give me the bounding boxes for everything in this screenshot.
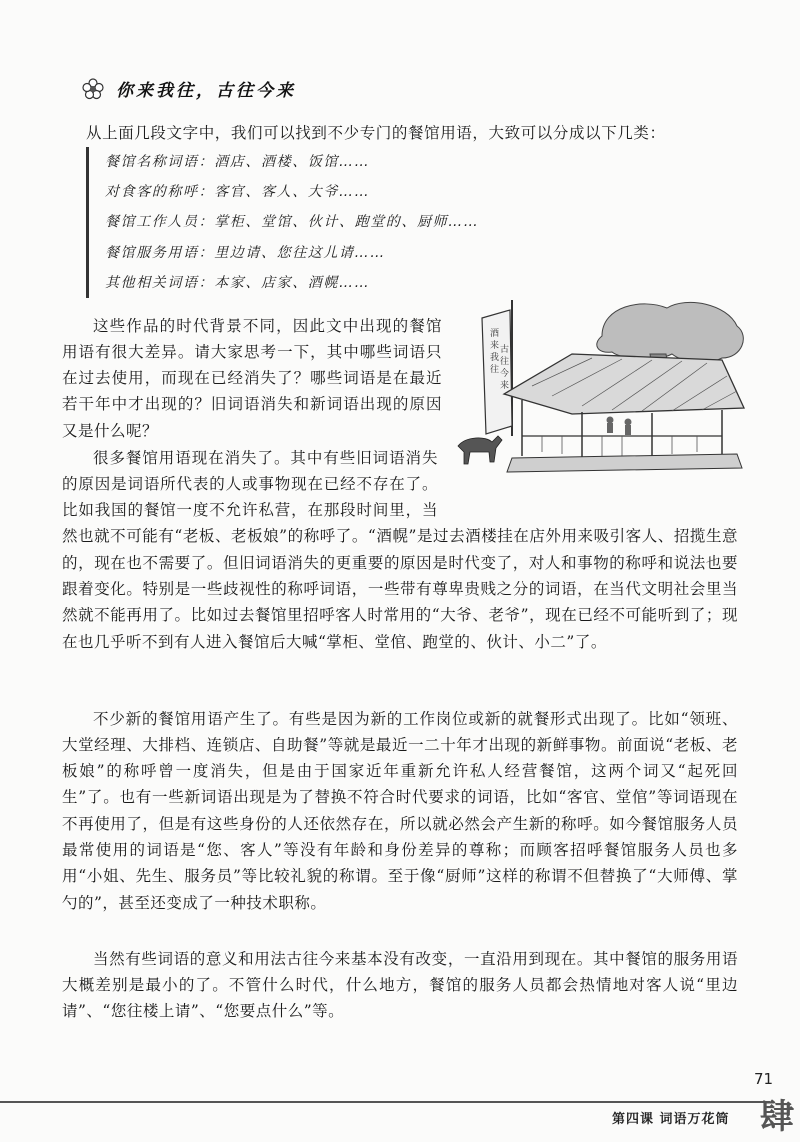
footer-rule — [0, 1101, 770, 1103]
vocab-item-other: 其他相关词语：本家、店家、酒幌…… — [105, 274, 371, 291]
corner-chapter-glyph: 肆 — [760, 1097, 794, 1137]
paragraph-4: 当然有些词语的意义和用法古往今来基本没有改变，一直沿用到现在。其中餐馆的服务用语大概差别是最小的了。不管什么时代，什么地方，餐馆的服务人员都会热情地对客人说“里边请”、“您往楼上请”、“您要点什么”等。 — [62, 949, 738, 1021]
paragraph-1: 这些作品的时代背景不同，因此文中出现的餐馆用语有很大差异。请大家思考一下，其中哪些词语只在过去使用，而现在已经消失了？哪些词语是在最近若干年中才出现的？旧词语消失和新词语出现的原因又是什么呢？ — [62, 316, 442, 440]
illustration-wrap-space — [438, 445, 738, 523]
vocab-item-staff: 餐馆工作人员：掌柜、堂馆、伙计、跑堂的、厨师…… — [105, 214, 480, 231]
vocab-item-service: 餐馆服务用语：里边请、您往这儿请…… — [105, 244, 386, 261]
banner-text: 酒来我往 古往今来 — [490, 329, 510, 391]
vocab-item-names: 餐馆名称词语：酒店、酒楼、饭馆…… — [105, 154, 371, 170]
section-heading — [82, 76, 296, 101]
flower-icon — [82, 78, 104, 100]
paragraph-2-text: 很多餐馆用语现在消失了。其中有些旧词语消失的原因是词语所代表的人或事物现在已经不存在了。比如我国的餐馆一度不允许私营，在那段时间里，当然也就不可能有“老板、老板娘”的称呼了。“酒幌”是过去酒楼挂在店外用来吸引客人、招揽生意的，现在也不需要了。但旧词语消失的更重要的原因是时代变了，对人和事物的称呼和说法也要跟着变化。特别是一些歧视性的称呼词语，一些带有尊卑贵贱之分的词语，在当代文明社会里当然就不能再用了。比如过去餐馆里招呼客人时常用的“大爷、老爷”，现在已经不可能听到了；现在也几乎听不到有人进入餐馆后大喊“掌柜、堂倌、跑堂的、伙计、小二”了。 — [62, 448, 738, 651]
vocab-item-address: 对食客的称呼：客官、客人、大爷…… — [105, 184, 371, 201]
paragraph-3: 不少新的餐馆用语产生了。有些是因为新的工作岗位或新的就餐形式出现了。比如“领班、大堂经理、大排档、连锁店、自助餐”等就是最近一二十年才出现的新鲜事物。前面说“老板、老板娘”的称呼曾一度消失，但是由于国家近年重新允许私人经营餐馆，这两个词又“起死回生”了。也有一些新词语出现是为了替换不符合时代要求的词语，比如“客官、堂倌”等词语现在不再使用了，但是有这些身份的人还依然存在，所以就必然会产生新的称呼。如今餐馆服务人员最常使用的词语是“您、客人”等没有年龄和身份差异的尊称；而顾客招呼餐馆服务人员也多用“小姐、先生、服务员”等比较礼貌的称谓。至于像“厨师”这样的称谓不但替换了“大师傅、掌勺的”，甚至还变成了一种技术职称。 — [62, 709, 738, 912]
intro-sentence: 从上面几段文字中，我们可以找到不少专门的餐馆用语，大致可以分成以下几类： — [86, 124, 666, 142]
footer-chapter-title: 第四课 词语万花筒 — [612, 1112, 730, 1127]
page-number: 71 — [754, 1070, 774, 1088]
vocab-list — [86, 147, 665, 298]
section-title: 你来我往，古往今来 — [116, 81, 296, 101]
paragraph-2 — [62, 445, 738, 655]
